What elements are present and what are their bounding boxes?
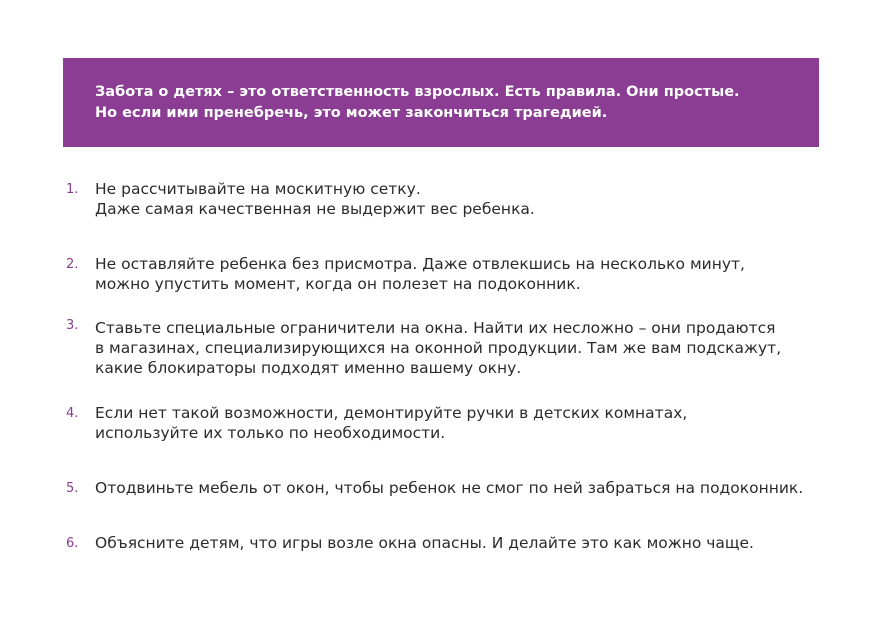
rule-text [95, 478, 803, 498]
rule-text [95, 533, 754, 553]
rule-line: Объясните детям, что игры возле окна опасны. И делайте это как можно чаще. [95, 534, 754, 552]
banner-line-1: Забота о детях – это ответственность взрослых. Есть правила. Они простые. [95, 84, 740, 100]
banner-line-2: Но если ими пренебречь, это может закончиться трагедией. [95, 105, 608, 121]
rule-line: Даже самая качественная не выдержит вес ребенка. [95, 200, 535, 218]
rule-line: Если нет такой возможности, демонтируйте ручки в детских комнатах, [95, 404, 688, 422]
rule-line: Не рассчитывайте на москитную сетку. [95, 180, 421, 198]
rule-number: 2. [66, 257, 79, 272]
intro-banner [63, 58, 819, 147]
rule-number: 6. [66, 536, 79, 551]
rule-line: Не оставляйте ребенка без присмотра. Даже отвлекшись на несколько минут, [95, 255, 745, 273]
rule-text [95, 318, 781, 378]
rule-text [95, 403, 687, 443]
rule-line: можно упустить момент, когда он полезет на подоконник. [95, 275, 581, 293]
rule-number: 1. [66, 182, 79, 197]
rule-line: используйте их только по необходимости. [95, 424, 446, 442]
rule-line: в магазинах, специализирующихся на оконной продукции. Там же вам подскажут, [95, 339, 782, 357]
rule-text [95, 254, 745, 294]
rule-number: 4. [66, 406, 79, 421]
rule-line: какие блокираторы подходят именно вашему окну. [95, 359, 522, 377]
rule-line: Отодвиньте мебель от окон, чтобы ребенок не смог по ней забраться на подоконник. [95, 479, 804, 497]
rule-line: Ставьте специальные ограничители на окна. Найти их несложно – они продаются [95, 319, 776, 337]
rule-number: 3. [66, 318, 79, 333]
rule-number: 5. [66, 481, 79, 496]
rule-text [95, 179, 535, 219]
